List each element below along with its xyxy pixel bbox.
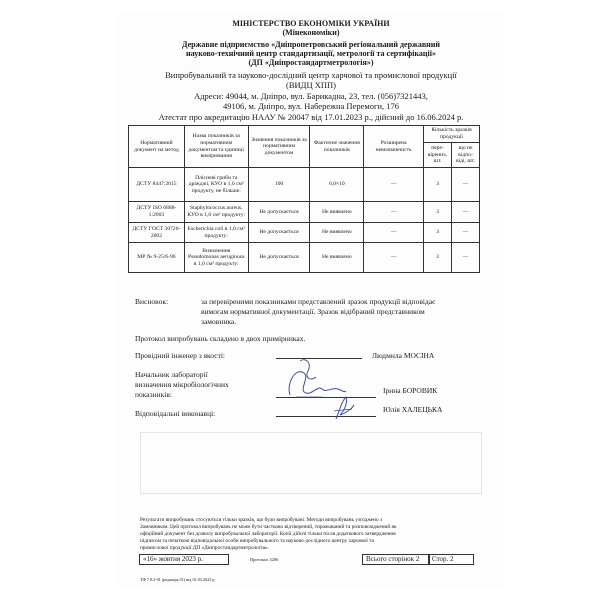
- executor-name: Юлія ХАЛЕЦЬКА: [383, 405, 443, 414]
- table-row: [129, 202, 480, 223]
- footer-line-3: офіційний документ без дозволу випробувальної лабораторії. Копії дійсні тільки після додаткового затвердження: [140, 531, 396, 537]
- table-row: [129, 223, 480, 243]
- table-row: [129, 243, 480, 273]
- cell-pass: 3: [424, 243, 452, 273]
- cell-uncertainty: —: [364, 223, 424, 243]
- cell-name: Escherichia coli в 1,0 см³ продукту:: [184, 223, 248, 243]
- org-line-1: Державне підприємство «Дніпропетровський регіональний державний: [181, 40, 441, 49]
- col-header-doc: Нормативний документ на метод: [129, 126, 185, 168]
- footer-line-1: Результати випробувань стосуються тільки зразків, що були випробувані. Методи випробувань узгоджено з: [140, 517, 383, 523]
- cell-doc: МР № 9-25/6-96: [129, 243, 185, 273]
- issue-date: «16» жовтня 2023 р.: [139, 554, 229, 565]
- accreditation-line: Атестат про акредитацію НААУ № 20047 від 17.01.2023 р., дійсний до 16.06.2024 р.: [158, 112, 464, 122]
- cell-fail: —: [452, 223, 480, 243]
- conclusion-line-1: за перевіреними показниками представлений зразок продукції відповідає: [201, 297, 436, 306]
- cell-fail: —: [452, 243, 480, 273]
- cell-pass: 3: [424, 223, 452, 243]
- executor-signature-line: [276, 416, 376, 417]
- total-pages: Всього сторінок 2: [362, 554, 430, 565]
- engineer-name: Людмила МОСІНА: [372, 351, 435, 360]
- lab-head-label-2: визначення мікробіологічних: [135, 380, 229, 389]
- cell-uncertainty: —: [364, 243, 424, 273]
- table-row: [129, 168, 480, 202]
- col-header-uncertainty: Розширена невизначеність: [364, 126, 424, 168]
- cell-name: Плісневі гриби та дріжджі, КУО в 1,0 см³ продукту, не більше:: [184, 168, 248, 202]
- address-2: 49106, м. Дніпро, вул. Набережна Перемоги, 176: [222, 101, 400, 111]
- footer-line-4: підписом та печаткою відповідальної особи випробувального та науково-дослідного центру харчової та: [140, 538, 374, 544]
- address-1: Адреси: 49044, м. Дніпро, вул. Барикадна, 23, тел. (056)7321443,: [194, 91, 428, 101]
- cell-fail: —: [452, 202, 480, 223]
- cell-doc: ДСТУ ГОСТ 30726-2002: [129, 223, 185, 243]
- cell-pass: 3: [424, 168, 452, 202]
- center-name: Випробувальний та науково-дослідний центр харчової та промислової продукції: [165, 70, 457, 80]
- org-short: (ДП «Дніпростандартметрологія»): [248, 58, 374, 67]
- protocol-number: Протокол 3206: [250, 557, 279, 562]
- conclusion-line-2: вимогам нормативної документації. Зразок відібраний представником: [201, 307, 425, 316]
- cell-norm: Не допускається: [248, 223, 310, 243]
- cell-name: Staphylococcus aureus, КУО в 1,0 см³ продукту:: [184, 202, 248, 223]
- form-code: ТФ 7.8.2-01 (редакція 01) від 01.03.2023 р.: [140, 577, 216, 582]
- col-header-norm: Значення показників за нормативним документом: [248, 126, 310, 168]
- cell-uncertainty: —: [364, 168, 424, 202]
- cell-fail: —: [452, 168, 480, 202]
- conclusion-label: Висновок:: [135, 297, 169, 306]
- conclusion-line-3: замовника.: [201, 317, 237, 326]
- results-table: [128, 125, 480, 273]
- col-header-name: Назва показників за нормативним документом та одиниці вимірювання: [184, 126, 248, 168]
- cell-doc: ДСТУ ISO 6888-1:2003: [129, 202, 185, 223]
- footer-line-2: Замовником. Цей протокол випробувань не може бути частково відтворений, тиражований та розповсюджений як: [140, 524, 397, 530]
- cell-uncertainty: —: [364, 202, 424, 223]
- footer-line-5: промислової продукції ДП «Дніпростандартметрологія».: [140, 545, 269, 551]
- protocol-note: Протокол випробувань складено в двох примірниках.: [135, 334, 306, 343]
- cell-actual: Не виявлено: [310, 223, 364, 243]
- stamp-shadow: [140, 432, 482, 494]
- engineer-label: Провідний інженер з якості:: [135, 351, 226, 360]
- lab-head-name: Ірина БОРОВИК: [383, 386, 438, 395]
- cell-norm: Не допускається: [248, 243, 310, 273]
- executors-label: Відповідальні виконавці:: [135, 409, 216, 418]
- center-short: (ВИДЦ ХПП): [286, 80, 336, 90]
- cell-pass: 3: [424, 202, 452, 223]
- col-header-fail: що не відпо-віді, шт.: [452, 143, 480, 168]
- cell-norm: Не допускається: [248, 202, 310, 223]
- executor-signature-icon: [330, 393, 358, 423]
- lab-head-label-3: показників:: [135, 390, 172, 399]
- col-header-qty: Кількість зразків продукції: [424, 126, 480, 143]
- col-header-actual: Фактичне значення показників: [310, 126, 364, 168]
- cell-norm: 100: [248, 168, 310, 202]
- ministry-title: МІНІСТЕРСТВО ЕКОНОМІКИ УКРАЇНИ: [232, 19, 390, 28]
- ministry-short: (Мінекономіки): [282, 28, 340, 37]
- cell-actual: Не виявлено: [310, 243, 364, 273]
- col-header-pass: пере-вірених, шт.: [424, 143, 452, 168]
- cell-actual: 6,0×10: [310, 168, 364, 202]
- cell-doc: ДСТУ 8447:2015: [129, 168, 185, 202]
- lab-head-label-1: Начальник лабораторії: [135, 370, 208, 379]
- page-number: Стор. 2: [428, 554, 474, 565]
- cell-actual: Не виявлено: [310, 202, 364, 223]
- cell-name: Визначення Pseudomonas aeruginosa в 1,0 см³ продукту:: [184, 243, 248, 273]
- org-line-2: науково-технічний центр стандартизації, метрології та сертифікації»: [186, 49, 436, 58]
